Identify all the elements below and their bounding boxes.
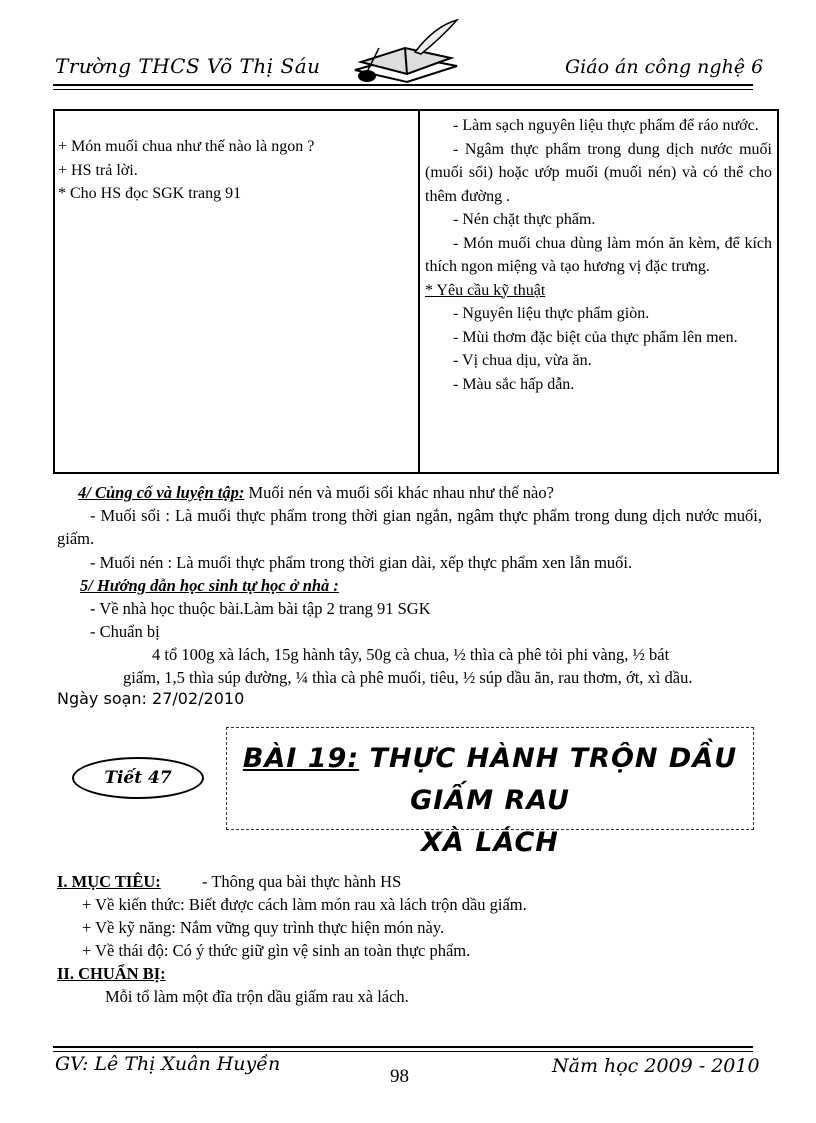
right-para: - Nén chặt thực phẩm.: [453, 211, 596, 228]
section5-heading-line: [80, 574, 339, 597]
footer-teacher: GV: Lê Thị Xuân Huyền: [55, 1053, 281, 1075]
header-subject: Giáo án công nghệ 6: [565, 56, 764, 78]
right-para: - Làm sạch nguyên liệu thực phẩm để ráo nước.: [453, 117, 759, 134]
requirement-item: - Nguyên liệu thực phẩm giòn.: [453, 305, 650, 322]
objective-knowledge: + Về kiến thức: Biết được cách làm món rau xà lách trộn dầu giấm.: [82, 895, 527, 914]
section4-heading-line: [78, 481, 778, 504]
requirements-title: [425, 279, 772, 303]
table-right-cell: [425, 114, 772, 396]
section4-question: Muối nén và muối sổi khác nhau như thế nào?: [244, 483, 554, 502]
requirement-item: - Vị chua dịu, vừa ăn.: [453, 352, 592, 369]
content-table: [53, 109, 779, 474]
lesson-title: [227, 728, 753, 864]
left-line: + HS trả lời.: [58, 161, 138, 179]
header-school: Trường THCS Võ Thị Sáu: [55, 54, 321, 78]
prep-heading: II. CHUẨN BỊ:: [57, 964, 166, 983]
requirements-title-text: * Yêu cầu kỹ thuật: [425, 281, 546, 299]
table-divider: [418, 111, 420, 472]
section5-heading: 5/ Hướng dẫn học sinh tự học ở nhà :: [80, 576, 339, 595]
page-number: 98: [390, 1066, 409, 1087]
table-left-cell: [58, 135, 408, 206]
section4-line2: - Muối nén : Là muối thực phẩm trong thời gian dài, xếp thực phẩm xen lẫn muối.: [90, 553, 633, 572]
prep-text: Mỗi tổ làm một đĩa trộn dầu giấm rau xà lách.: [105, 987, 409, 1006]
footer-rule-thin: [53, 1051, 753, 1052]
footer-year: Năm học 2009 - 2010: [552, 1055, 760, 1077]
section5-line1: - Về nhà học thuộc bài.Làm bài tập 2 trang 91 SGK: [90, 599, 431, 618]
objective-attitude: + Về thái độ: Có ý thức giữ gìn vệ sinh an toàn thực phẩm.: [82, 941, 471, 960]
lesson-title-line2: XÀ LÁCH: [421, 827, 559, 858]
requirement-item: - Mùi thơm đặc biệt của thực phẩm lên men.: [453, 328, 738, 346]
objectives-intro: - Thông qua bài thực hành HS: [202, 872, 402, 891]
right-para: - Món muối chua dùng làm món ăn kèm, để kích thích ngon miệng và tạo hương vị đặc trưng.: [425, 234, 772, 275]
header-rule-thin: [53, 89, 753, 90]
right-para: - Ngâm thực phẩm trong dung dịch nước muối (muối sổi) hoặc ướp muối (muối nén) và có thể cho thêm đường .: [425, 140, 772, 205]
footer-rule: [53, 1046, 753, 1048]
objectives-heading: I. MỤC TIÊU:: [57, 872, 161, 891]
date-line: Ngày soạn: 27/02/2010: [57, 689, 245, 708]
section4-heading: 4/ Củng cố và luyện tập:: [78, 483, 245, 502]
section5-line3b: giấm, 1,5 thìa súp đường, ¼ thìa cà phê muối, tiêu, ½ súp dầu ăn, rau thơm, ớt, xì dầu.: [123, 668, 693, 687]
objectives-heading-line: [57, 870, 161, 893]
left-line: + Món muối chua như thế nào là ngon ?: [58, 138, 315, 155]
prep-heading-line: [57, 962, 166, 985]
section5-line2: - Chuẩn bị: [90, 622, 160, 641]
left-line: * Cho HS đọc SGK trang 91: [58, 185, 242, 202]
header-rule: [53, 84, 753, 86]
lesson-number: BÀI 19:: [242, 743, 360, 774]
book-quill-icon: [345, 18, 465, 90]
section4-line1: - Muối sổi : Là muối thực phẩm trong thời gian ngắn, ngâm thực phẩm trong dung dịch nước muối, giấm.: [57, 506, 762, 548]
period-badge: Tiết 47: [72, 757, 204, 799]
objective-skill: + Về kỹ năng: Nắm vững quy trình thực hiện món này.: [82, 918, 445, 937]
requirement-item: - Màu sắc hấp dẫn.: [453, 375, 575, 393]
section5-line3a: 4 tổ 100g xà lách, 15g hành tây, 50g cà chua, ½ thìa cà phê tỏi phi vàng, ½ bát: [152, 645, 670, 664]
lesson-title-line1: THỰC HÀNH TRỘN DẦU GIẤM RAU: [359, 743, 738, 816]
lesson-title-box: [226, 727, 754, 858]
